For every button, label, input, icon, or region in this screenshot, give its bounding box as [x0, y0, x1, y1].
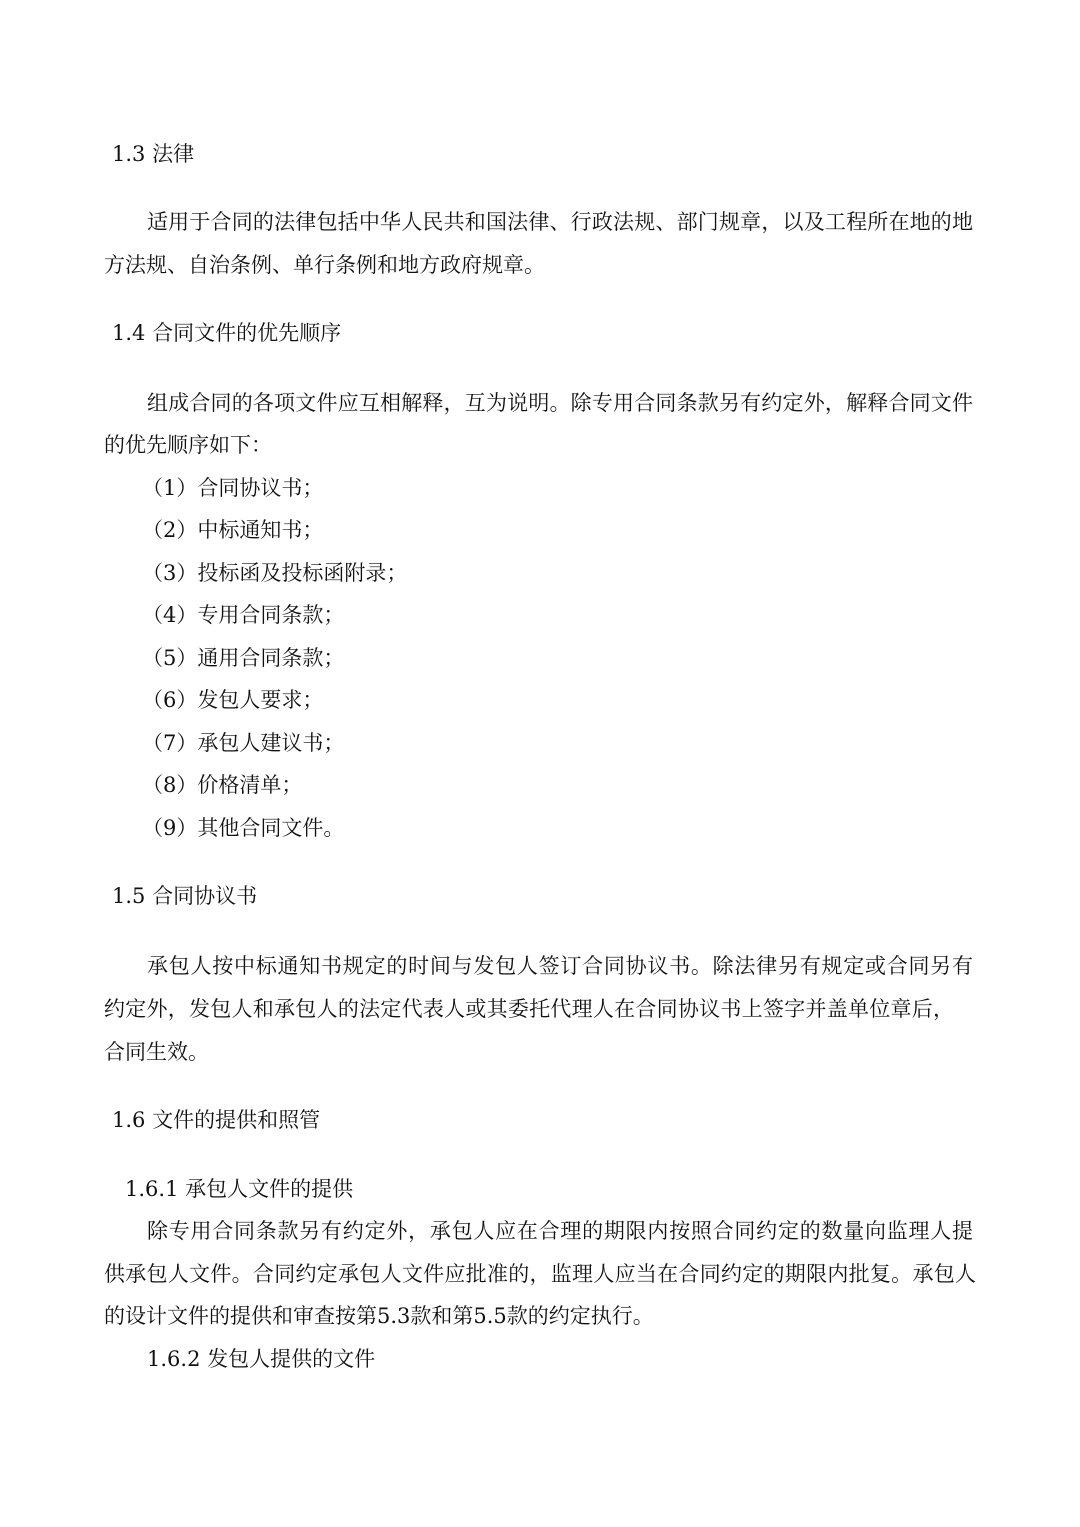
- section-heading-1-4: 1.4 合同文件的优先顺序: [112, 321, 342, 345]
- list-item: （8）价格清单；: [142, 773, 303, 797]
- paragraph-line: 除专用合同条款另有约定外，承包人应在合理的期限内按照合同约定的数量向监理人提: [147, 1219, 973, 1243]
- section-heading-1-3: 1.3 法律: [112, 142, 195, 166]
- list-item: （7）承包人建议书；: [142, 731, 345, 755]
- paragraph-line: 的优先顺序如下：: [104, 433, 272, 457]
- paragraph-line: 组成合同的各项文件应互相解释，互为说明。除专用合同条款另有约定外，解释合同文件: [147, 391, 973, 415]
- list-item: （1）合同协议书；: [142, 476, 324, 500]
- list-item: （3）投标函及投标函附录；: [142, 561, 408, 585]
- section-heading-1-6: 1.6 文件的提供和照管: [112, 1108, 321, 1132]
- paragraph-line: 方法规、自治条例、单行条例和地方政府规章。: [104, 253, 545, 277]
- section-heading-1-5: 1.5 合同协议书: [112, 884, 258, 908]
- list-item: （9）其他合同文件。: [142, 816, 345, 840]
- paragraph-line: 的设计文件的提供和审查按第5.3款和第5.5款的约定执行。: [104, 1304, 654, 1328]
- subsection-heading-1-6-1: 1.6.1 承包人文件的提供: [125, 1177, 354, 1201]
- list-item: （2）中标通知书；: [142, 518, 324, 542]
- list-item: （4）专用合同条款；: [142, 603, 345, 627]
- paragraph-line: 适用于合同的法律包括中华人民共和国法律、行政法规、部门规章，以及工程所在地的地: [147, 210, 973, 234]
- list-item: （6）发包人要求；: [142, 688, 324, 712]
- paragraph-line: 约定外，发包人和承包人的法定代表人或其委托代理人在合同协议书上签字并盖单位章后，: [104, 997, 954, 1021]
- paragraph-line: 合同生效。: [104, 1040, 209, 1064]
- subsection-heading-1-6-2: 1.6.2 发包人提供的文件: [147, 1347, 376, 1371]
- paragraph-line: 供承包人文件。合同约定承包人文件应批准的，监理人应当在合同约定的期限内批复。承包人: [104, 1262, 976, 1286]
- paragraph-line: 承包人按中标通知书规定的时间与发包人签订合同协议书。除法律另有规定或合同另有: [147, 954, 973, 978]
- list-item: （5）通用合同条款；: [142, 646, 345, 670]
